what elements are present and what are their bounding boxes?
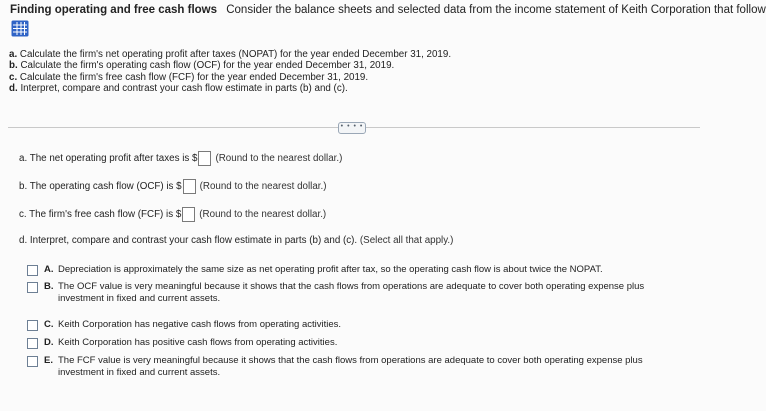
question-c: c. The firm's free cash flow (FCF) is $ (Round to the nearest dollar.) — [19, 207, 326, 222]
question-b: b. The operating cash flow (OCF) is $ (Round to the nearest dollar.) — [19, 179, 327, 194]
prompt-a: a. Calculate the firm's net operating profit after taxes (NOPAT) for the year ended December 31, 2019. — [9, 49, 452, 60]
prompt-c: c. Calculate the firm's free cash flow (FCF) for the year ended December 31, 2019. — [9, 71, 369, 83]
prompt-d: d. Interpret, compare and contrast your cash flow estimate in parts (b) and (c). — [9, 82, 348, 94]
fcf-answer-input[interactable] — [182, 207, 195, 222]
question-a: a. The net operating profit after taxes is $ (Round to the nearest dollar.) — [19, 151, 342, 166]
option-b[interactable]: B. The OCF value is very meaningful because it shows that the cash flows from operations are adequate to cover both operating expense plus investment in fixed and current assets. — [27, 281, 673, 304]
option-a-checkbox[interactable] — [27, 265, 38, 276]
problem-prompts — [9, 49, 451, 94]
option-c-checkbox[interactable] — [27, 320, 38, 331]
table-grid-icon[interactable] — [11, 20, 29, 37]
ocf-answer-input[interactable] — [183, 179, 196, 194]
option-d[interactable]: D. Keith Corporation has positive cash flows from operating activities. — [27, 337, 673, 349]
option-b-checkbox[interactable] — [27, 282, 38, 293]
prompt-b: b. Calculate the firm's operating cash flow (OCF) for the year ended December 31, 2019. — [9, 60, 395, 72]
problem-header — [10, 3, 766, 17]
question-d: d. Interpret, compare and contrast your cash flow estimate in parts (b) and (c). (Select all that apply.) — [19, 235, 454, 246]
problem-title: Finding operating and free cash flows — [10, 4, 218, 16]
nopat-answer-input[interactable] — [198, 151, 211, 166]
option-e-checkbox[interactable] — [27, 356, 38, 367]
option-e[interactable]: E. The FCF value is very meaningful because it shows that the cash flows from operations are adequate to cover both operating expense plus investment in fixed and current assets. — [27, 355, 673, 378]
option-d-checkbox[interactable] — [27, 338, 38, 349]
expand-more-button[interactable]: • • • • — [338, 122, 366, 134]
option-a[interactable]: A. Depreciation is approximately the same size as net operating profit after tax, so the operating cash flow is about twice the NOPAT. — [27, 264, 673, 276]
problem-description: Consider the balance sheets and selected data from the income statement of Keith Corporation that follow — [226, 4, 766, 16]
option-c[interactable]: C. Keith Corporation has negative cash flows from operating activities. — [27, 319, 673, 331]
